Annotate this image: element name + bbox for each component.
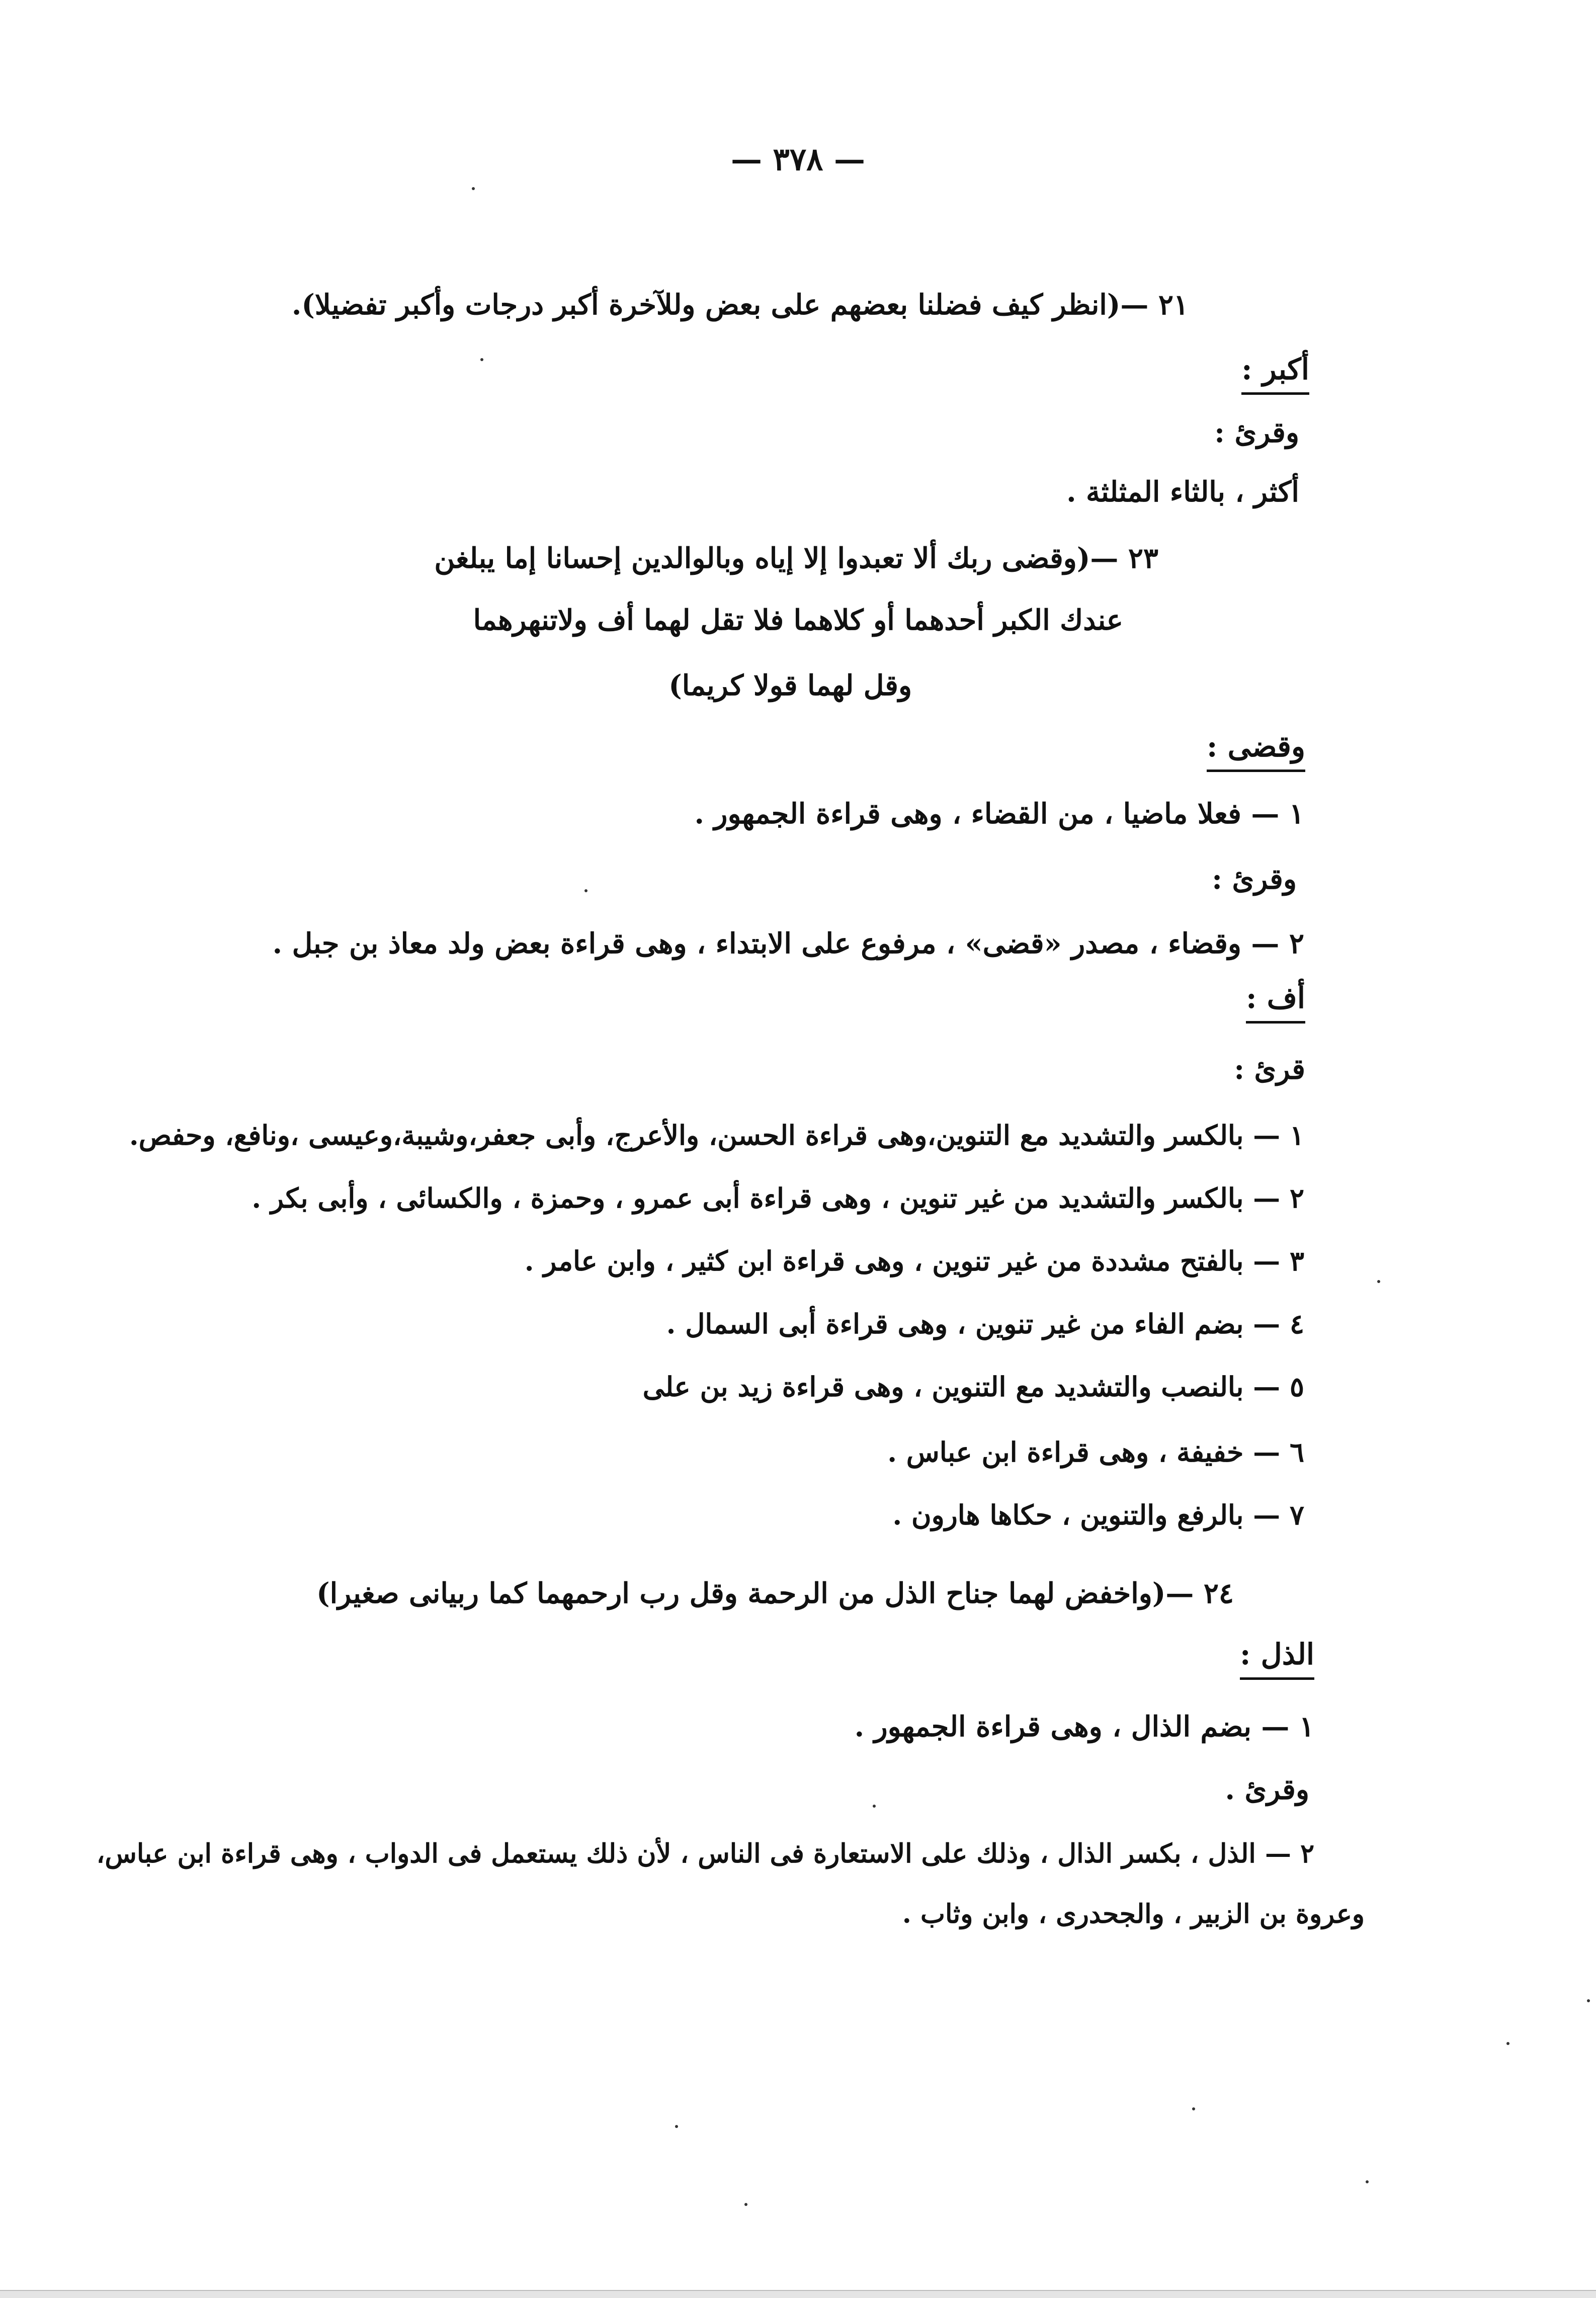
scan-speck (1192, 2107, 1195, 2110)
scan-speck (1377, 1280, 1380, 1283)
qada-item-2: ٢ — وقضاء ، مصدر «قضى» ، مرفوع على الابتداء ، وهى قراءة بعض ولد معاذ بن جبل . (272, 927, 1304, 960)
uff-item-1: ١ — بالكسر والتشديد مع التنوين،وهى قراءة الحسن، والأعرج، وأبى جعفر،وشيبة،وعيسى ،ونافع، وحفص. (129, 1119, 1304, 1151)
uff-item-6: ٦ — خفيفة ، وهى قراءة ابن عباس . (887, 1436, 1304, 1468)
uff-item-5: ٥ — بالنصب والتشديد مع التنوين ، وهى قراءة زيد بن على (642, 1371, 1304, 1403)
verse-23-line-2: عندك الكبر أحدهما أو كلاهما فلا تقل لهما أف ولاتنهرهما (473, 604, 1123, 637)
dhull-wa-quri: وقرئ . (1225, 1773, 1309, 1806)
uff-quri: قرئ : (1234, 1053, 1305, 1086)
heading-qada: وقضى : (1207, 729, 1305, 772)
heading-uff: أف : (1246, 981, 1305, 1024)
akbar-reading: أكثر ، بالثاء المثلثة . (1066, 475, 1299, 508)
verse-24: ٢٤ —(واخفض لهما جناح الذل من الرحمة وقل رب ارحمهما كما ربيانى صغيرا) (316, 1577, 1234, 1610)
scan-speck (675, 2125, 678, 2128)
verse-23-line-1: ٢٣ —(وقضى ربك ألا تعبدوا إلا إياه وبالوالدين إحسانا إما يبلغن (434, 542, 1158, 575)
uff-item-2: ٢ — بالكسر والتشديد من غير تنوين ، وهى قراءة أبى عمرو ، وحمزة ، والكسائى ، وأبى بكر . (251, 1182, 1304, 1214)
dhull-item-2-line-1: ٢ — الذل ، بكسر الذال ، وذلك على الاستعارة فى الناس ، لأن ذلك يستعمل فى الدواب ، وهى قراءة ابن عباس، (96, 1838, 1314, 1869)
qada-wa-quri: وقرئ : (1212, 863, 1297, 896)
scan-speck (584, 889, 587, 892)
scan-speck (1587, 1999, 1590, 2002)
scan-speck (873, 1805, 876, 1808)
uff-item-4: ٤ — بضم الفاء من غير تنوين ، وهى قراءة أبى السمال . (666, 1308, 1304, 1340)
dhull-item-2-line-2: وعروة بن الزبير ، والجحدرى ، وابن وثاب . (902, 1899, 1365, 1929)
akbar-wa-quri: وقرئ : (1214, 416, 1299, 449)
scan-speck (1366, 2180, 1369, 2183)
uff-item-7: ٧ — بالرفع والتنوين ، حكاها هارون . (892, 1499, 1304, 1531)
page-number: — ٣٧٨ — (730, 141, 866, 178)
qada-item-1: ١ — فعلا ماضيا ، من القضاء ، وهى قراءة الجمهور . (694, 797, 1304, 830)
scan-speck (472, 187, 475, 190)
scan-speck (480, 358, 483, 361)
verse-23-line-3: وقل لهما قولا كريما) (668, 669, 912, 702)
uff-item-3: ٣ — بالفتح مشددة من غير تنوين ، وهى قراءة ابن كثير ، وابن عامر . (524, 1245, 1304, 1277)
dhull-item-1: ١ — بضم الذال ، وهى قراءة الجمهور . (854, 1710, 1314, 1743)
heading-akbar: أكبر : (1241, 352, 1309, 395)
scan-speck (744, 2203, 747, 2206)
scan-speck (1506, 2042, 1509, 2045)
verse-21: ٢١ —(انظر كيف فضلنا بعضهم على بعض وللآخرة أكبر درجات وأكبر تفضيلا). (291, 288, 1189, 321)
heading-dhull: الذل : (1240, 1637, 1314, 1680)
